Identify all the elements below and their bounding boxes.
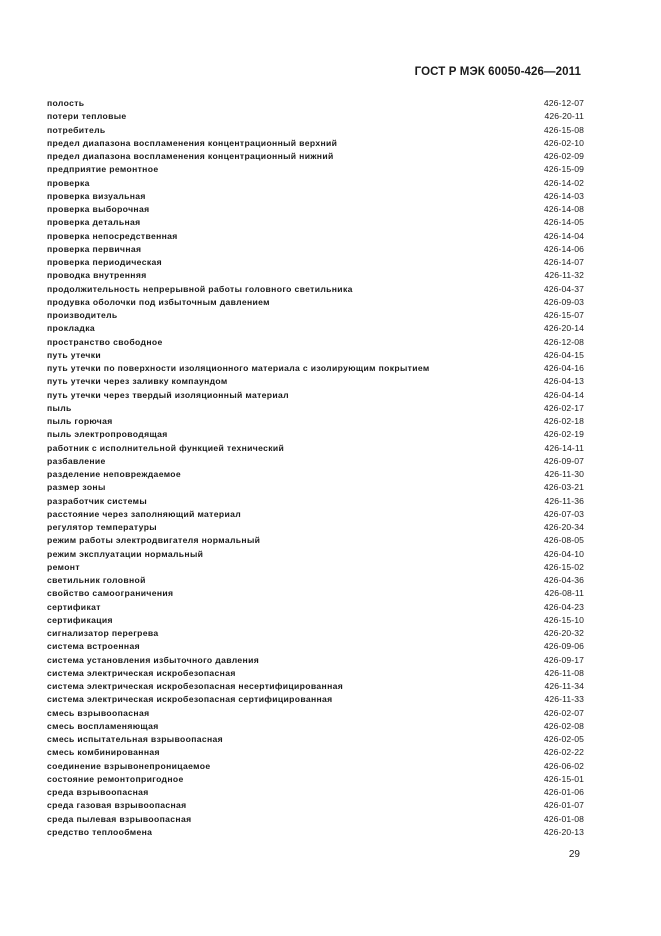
index-code: 426-11-32 <box>544 270 584 281</box>
index-entry <box>47 587 584 600</box>
index-code: 426-08-05 <box>543 535 584 546</box>
index-term: разработчик системы <box>47 495 148 506</box>
index-code: 426-11-34 <box>544 681 584 691</box>
index-entry <box>47 468 584 481</box>
index-term: разбавление <box>47 455 106 466</box>
index-term: система электрическая искробезопасная сертифицированная <box>47 694 333 705</box>
index-code: 426-01-07 <box>543 800 584 811</box>
index-entry <box>47 707 584 720</box>
index-entry <box>47 336 584 349</box>
index-entry <box>47 760 584 773</box>
index-entry <box>47 243 584 256</box>
index-entry <box>47 415 584 428</box>
index-entry <box>47 826 584 839</box>
index-term: режим эксплуатации нормальный <box>47 548 204 559</box>
index-term: путь утечки через заливку компаундом <box>47 376 228 387</box>
index-code: 426-11-30 <box>544 469 584 479</box>
index-code: 426-04-16 <box>543 363 584 373</box>
index-code: 426-02-19 <box>543 429 584 440</box>
index-entry <box>47 190 584 203</box>
index-code: 426-02-18 <box>543 416 584 426</box>
index-code: 426-09-03 <box>543 296 584 307</box>
index-term: проверка непосредственная <box>47 230 178 241</box>
index-entry <box>47 561 584 574</box>
index-entry <box>47 640 584 653</box>
index-code: 426-11-08 <box>544 667 584 678</box>
index-code: 426-02-22 <box>543 747 584 758</box>
index-term: светильник головной <box>47 575 146 585</box>
index-entry <box>47 534 584 547</box>
index-entry <box>47 137 584 150</box>
index-entry <box>47 799 584 812</box>
index-code: 426-20-13 <box>543 826 584 837</box>
index-term: путь утечки через твердый изоляционный материал <box>47 389 289 400</box>
index-code: 426-14-08 <box>543 204 584 214</box>
index-term: пыль <box>47 402 72 413</box>
index-term: пыль электропроводящая <box>47 429 168 440</box>
index-entry <box>47 601 584 614</box>
index-code: 426-14-03 <box>543 190 584 201</box>
index-term: проводка внутренняя <box>47 270 147 281</box>
index-term: соединение взрывонепроницаемое <box>47 760 211 771</box>
index-code: 426-01-08 <box>543 813 584 824</box>
index-code: 426-04-10 <box>543 548 584 559</box>
index-code: 426-14-11 <box>544 442 584 453</box>
index-term: пыль горючая <box>47 416 113 426</box>
index-term: полость <box>47 98 85 108</box>
index-code: 426-02-08 <box>543 720 584 731</box>
index-term: работник с исполнительной функцией технический <box>47 442 285 453</box>
index-code: 426-04-37 <box>543 283 584 294</box>
index-entry <box>47 283 584 296</box>
index-entry <box>47 680 584 693</box>
index-code: 426-20-32 <box>543 628 584 638</box>
index-term: продолжительность непрерывной работы головного светильника <box>47 283 353 294</box>
index-term: среда газовая взрывоопасная <box>47 800 187 811</box>
index-entry <box>47 296 584 309</box>
index-code: 426-02-05 <box>543 734 584 744</box>
index-entry <box>47 402 584 415</box>
index-term: проверка визуальная <box>47 190 146 201</box>
index-entry <box>47 508 584 521</box>
index-term: система установления избыточного давления <box>47 654 260 665</box>
index-entry <box>47 389 584 402</box>
index-code: 426-04-15 <box>543 349 584 360</box>
index-code: 426-04-36 <box>543 575 584 585</box>
index-entry <box>47 746 584 759</box>
index-code: 426-20-14 <box>543 323 584 334</box>
index-code: 426-02-09 <box>543 151 584 161</box>
index-entry <box>47 720 584 733</box>
index-entry <box>47 481 584 494</box>
index-term: ремонт <box>47 561 80 572</box>
index-code: 426-15-09 <box>543 164 584 175</box>
index-term: расстояние через заполняющий материал <box>47 508 242 519</box>
index-term: средство теплообмена <box>47 826 153 837</box>
index-entry <box>47 230 584 243</box>
index-term: путь утечки <box>47 349 102 360</box>
index-term: продувка оболочки под избыточным давлением <box>47 296 270 307</box>
index-code: 426-15-10 <box>543 614 584 625</box>
index-code: 426-14-06 <box>543 243 584 254</box>
index-entry <box>47 216 584 229</box>
index-entry <box>47 428 584 441</box>
index-term: смесь воспламеняющая <box>47 720 159 731</box>
index-code: 426-09-07 <box>543 455 584 466</box>
index-entry <box>47 614 584 627</box>
index-code: 426-06-02 <box>543 760 584 771</box>
index-code: 426-02-17 <box>543 402 584 413</box>
index-code: 426-09-17 <box>543 654 584 665</box>
index-code: 426-08-11 <box>544 588 584 599</box>
index-term: состояние ремонтопригодное <box>47 773 184 784</box>
index-term: проверка первичная <box>47 243 142 254</box>
index-term: система электрическая искробезопасная несертифицированная <box>47 681 344 691</box>
index-code: 426-03-21 <box>543 482 584 493</box>
index-code: 426-15-01 <box>543 773 584 784</box>
index-entry <box>47 521 584 534</box>
index-term: проверка выборочная <box>47 204 150 214</box>
page-number: 29 <box>568 849 580 860</box>
index-code: 426-14-07 <box>543 257 584 267</box>
index-entry <box>47 203 584 216</box>
index-entry <box>47 442 584 455</box>
index-term: размер зоны <box>47 482 106 493</box>
index-code: 426-11-33 <box>544 694 584 705</box>
index-term: пространство свободное <box>47 336 163 347</box>
index-term: проверка <box>47 177 90 188</box>
index-term: смесь комбинированная <box>47 747 160 758</box>
index-term: режим работы электродвигателя нормальный <box>47 535 261 546</box>
index-term: потери тепловые <box>47 111 127 122</box>
index-entry <box>47 322 584 335</box>
index-code: 426-20-11 <box>544 111 584 122</box>
index-term: смесь испытательная взрывоопасная <box>47 734 224 744</box>
index-code: 426-01-06 <box>543 787 584 797</box>
index-entry <box>47 693 584 706</box>
index-code: 426-12-07 <box>543 98 584 108</box>
index-term: потребитель <box>47 124 106 135</box>
index-code: 426-12-08 <box>543 336 584 347</box>
index-entry <box>47 362 584 375</box>
index-code: 426-15-07 <box>543 310 584 320</box>
index-entry <box>47 627 584 640</box>
index-entry <box>47 813 584 826</box>
index-term: среда взрывоопасная <box>47 787 149 797</box>
index-entry <box>47 786 584 799</box>
index-term: производитель <box>47 310 118 320</box>
index-entry <box>47 124 584 137</box>
index-entry <box>47 349 584 362</box>
index-term: свойство самоограничения <box>47 588 174 599</box>
index-entry <box>47 309 584 322</box>
index-term: смесь взрывоопасная <box>47 707 150 718</box>
index-term: сертификация <box>47 614 113 625</box>
index-term: предел диапазона воспламенения концентрационный нижний <box>47 151 334 161</box>
index-entry <box>47 256 584 269</box>
index-term: сертификат <box>47 601 101 612</box>
index-term: предприятие ремонтное <box>47 164 159 175</box>
index-entry <box>47 375 584 388</box>
index-term: проверка периодическая <box>47 257 162 267</box>
index-entry <box>47 269 584 282</box>
index-code: 426-14-02 <box>543 177 584 188</box>
index-entry <box>47 733 584 746</box>
index-entry <box>47 97 584 110</box>
term-index-list <box>47 97 584 839</box>
index-code: 426-14-05 <box>543 217 584 228</box>
index-code: 426-04-23 <box>543 601 584 612</box>
index-term: путь утечки по поверхности изоляционного материала с изолирующим покрытием <box>47 363 430 373</box>
index-code: 426-15-02 <box>543 561 584 572</box>
document-header: ГОСТ Р МЭК 60050-426—2011 <box>414 66 581 78</box>
index-code: 426-20-34 <box>543 522 584 532</box>
index-entry <box>47 455 584 468</box>
index-entry <box>47 773 584 786</box>
index-entry <box>47 667 584 680</box>
index-entry <box>47 548 584 561</box>
index-code: 426-15-08 <box>543 124 584 135</box>
index-entry <box>47 654 584 667</box>
index-code: 426-02-07 <box>543 707 584 718</box>
index-code: 426-14-04 <box>543 230 584 241</box>
index-term: проверка детальная <box>47 217 141 228</box>
index-term: разделение неповреждаемое <box>47 469 182 479</box>
index-code: 426-02-10 <box>543 137 584 148</box>
index-term: предел диапазона воспламенения концентрационный верхний <box>47 137 338 148</box>
index-term: система электрическая искробезопасная <box>47 667 236 678</box>
index-code: 426-04-13 <box>543 376 584 387</box>
index-entry <box>47 574 584 587</box>
index-entry <box>47 495 584 508</box>
index-code: 426-07-03 <box>543 508 584 519</box>
index-entry <box>47 150 584 163</box>
index-term: сигнализатор перегрева <box>47 628 159 638</box>
index-entry <box>47 177 584 190</box>
index-term: регулятор температуры <box>47 522 157 532</box>
index-term: система встроенная <box>47 641 140 652</box>
index-code: 426-11-36 <box>544 495 584 506</box>
index-entry <box>47 110 584 123</box>
index-entry <box>47 163 584 176</box>
index-term: среда пылевая взрывоопасная <box>47 813 192 824</box>
index-code: 426-04-14 <box>543 389 584 400</box>
index-code: 426-09-06 <box>543 641 584 652</box>
index-term: прокладка <box>47 323 96 334</box>
